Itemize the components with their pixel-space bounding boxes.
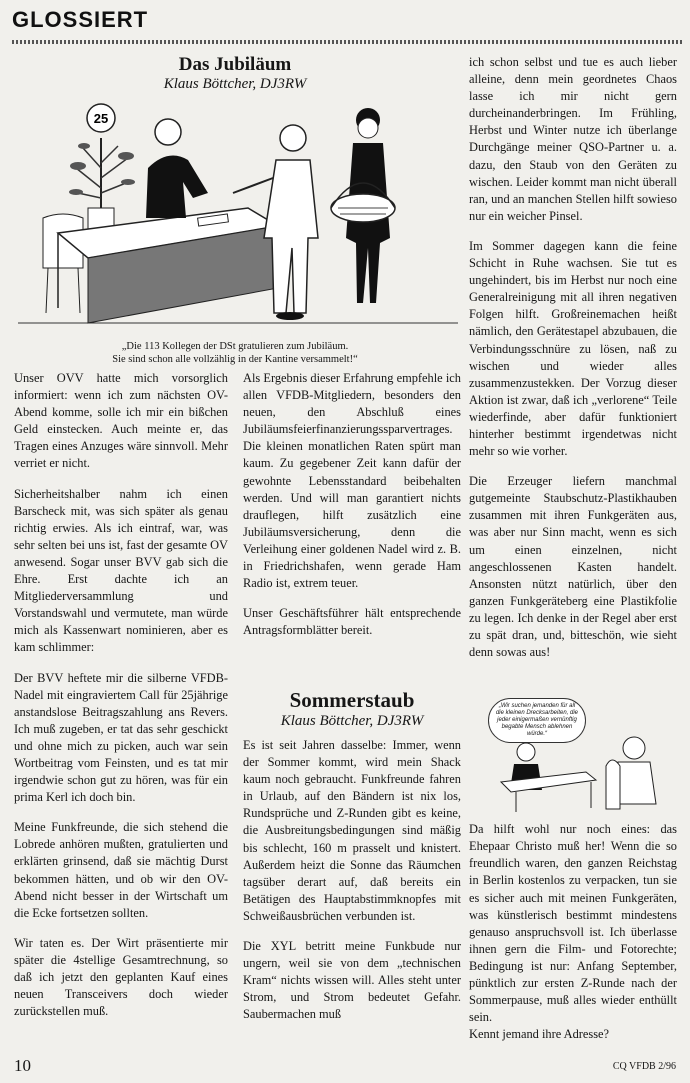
article2-paragraph: Es ist seit Jahren dasselbe: Immer, wenn der Sommer kommt, wird mein Shack kaum noch gebraucht. Funkfreunde fahren in Urlaub, auf den Bändern ist nix los, Rundsprüche und Z-Runden gibt es keine, die Ausbreitungsbedingungen sind mäßig bis schlecht, 160 m prasselt und knistert. Außerdem heizt die Sonne das Räumchen tagsüber derart auf, daß bereits ein Betätigen des Hauptabstimmknopfes mit Schweißausbrüchen verbunden ist. (243, 738, 461, 923)
article2-paragraph: Die XYL betritt meine Funkbude nur ungern, weil sie von dem „technischen Kram“ nichts wissen will. Alles steht unter Strom, und Strom bedeutet Gefahr. Saubermachen muß (243, 939, 461, 1022)
article1-column2 (243, 370, 461, 652)
article1-paragraph: Als Ergebnis dieser Erfahrung empfehle ich allen VFDB-Mitgliedern, besonders den neuen, den Abschluß eines Jubiläumsfeierfinanzierungssparvertrages. Die kleinen monatlichen Raten spürt man kaum. Zu gegebener Zeit kann dafür der gewohnte Lebensstandard beibehalten werden. Und will man garantiert nichts drauflegen, hilft zusätzlich eine Jubiläumsversicherung, denn die Verleihung einer goldenen Nadel wird z. B. in Friedrichshafen, wenn gerade Ham Radio ist, extrem teuer. (243, 371, 461, 591)
section-title: GLOSSIERT (12, 7, 149, 32)
page-number: 10 (14, 1056, 31, 1075)
cartoon-caption (20, 340, 450, 366)
article2-paragraph: Die Erzeuger liefern manchmal gutgemeinte Staubschutz-Plastikhauben zusammen mit ihren Funkgeräten aus, was aber nur Sinn macht, wenn es sich um einen einzelnen, nicht angeschlossenen Kasten handelt. Ansonsten nützt natürlich, über den ganzen Funkgeräteberg eine Plastikfolie zu legen. Ich denke in der Regel aber erst zu spät dran, und, bitteschön, wie sieht denn sowas aus! (469, 474, 677, 660)
article1-column1 (14, 370, 228, 1033)
seated-man (146, 119, 208, 218)
cartoon-speech-bubble: „Wir suchen jemanden für all die kleinen Drecksarbeiten, die jeder einigermaßen vernünftig begabte Mensch ablehnen würde.“ (488, 698, 586, 743)
article2-paragraph: Kennt jemand ihre Adresse? (469, 1027, 610, 1042)
jubilee-cartoon (18, 98, 458, 336)
article2-title: Sommerstaub (289, 688, 415, 712)
plant-with-sign (69, 104, 135, 232)
article2-author: Klaus Böttcher, DJ3RW (280, 713, 424, 729)
article2-column3 (469, 54, 677, 1056)
article2-paragraph: Im Sommer dagegen kann die feine Schicht in Ruhe wachsen. Sie tut es ungehindert, bis im Herbst nur noch eine Generalreinigung mit all ihren negativen Folgen hilft. Großreinemachen heißt nämlich, den Gerätestapel abzubauen, die Verbindungsschnüre zu lösen, naß zu wischen und wieder alles zusammenzustekken. Der Vorzug dieser Aktion ist zwar, daß ich „verlorene“ Teile wiederfinde, aber dafür funktioniert hinterher bestimmt irgendetwas nicht mehr so wie vorher. (469, 238, 677, 459)
article1-paragraph: Sicherheitshalber nahm ich einen Barscheck mit, was sich später als genau richtig erwies. Als ich eintraf, war, was sehr selten bei uns ist, fast der gesamte OV anwesend. Sogar unser BVV gab sich die Ehre. Erst dachte ich an Mitgliederversammlung und Vorstandswahl und vermutete, man würde mich als Kassenwart nominieren, aber es kam schlimmer: (14, 486, 228, 655)
office-scene (486, 694, 674, 814)
article1-title: Das Jubiläum (178, 54, 292, 75)
article1-paragraph: Unser Geschäftsführer hält entsprechende Antragsformblätter bereit. (243, 606, 461, 638)
article1-paragraph: Unser OVV hatte mich vorsorglich informiert: wenn ich zum nächsten OV-Abend komme, solle ich mir ein bißchen Geld einstecken. Auch meinte er, das Tragen eines Anzuges wäre sinnvoll. Mehr verriet er nicht. (14, 371, 228, 471)
article2-paragraph: Da hilft wohl nur noch eines: das Ehepaar Christo muß her! Wenn die so freundlich waren, den ganzen Reichstag in Berlin kostenlos zu verpacken, tun sie es sicher auch mit meinen Funkgeräten, was künstlerisch bestimmt mindestens genauso anspruchsvoll ist. Ich überlasse ihnen gern die Film- und Fotorechte; Bedingung ist nur: Anfang September, pünktlich zur ersten Z-Runde nach der Sommerpause, muß alles wieder enthüllt sein. (469, 822, 677, 1025)
article1-paragraph: Wir taten es. Der Wirt präsentierte mir später die 4stellige Gesamtrechnung, so daß ich jetzt den geplanten Kauf eines neuen Transceivers doch wieder zurückstellen muß. (14, 935, 228, 1019)
section-header (12, 4, 682, 44)
article2-column2 (243, 737, 461, 1037)
article2-paragraph: ich schon selbst und tue es auch lieber alleine, denn mein geordnetes Chaos lasse ich mir nicht gern durcheinanderbringen. Im Frühling, Herbst und Winter nutze ich überlange Durchgänge meiner QSO-Partner u. a. dazu, den Staub von den Geräten zu wischen. Leider kommt man nicht überall ran, und an manchen Stellen hilft sowieso nur ein weicher Pinsel. (469, 55, 677, 223)
article1-author: Klaus Böttcher, DJ3RW (163, 76, 307, 92)
woman-with-basket (331, 108, 395, 303)
article1-paragraph: Meine Funkfreunde, die sich stehend die Lobrede anhören mußten, gratulierten und erklärten grinsend, daß sie mächtig Durst bekommen hätten, und ob wir den OV-Abend nicht besser in der Wirtschaft um die Ecke fortsetzen sollten. (14, 820, 228, 920)
office-cartoon (486, 694, 674, 814)
magazine-issue: CQ VFDB 2/96 (612, 1061, 676, 1072)
header-rule (12, 40, 682, 44)
jubilee-number: 25 (93, 111, 109, 126)
caption-line-2: Sie sind schon alle vollzählig in der Kantine versammelt!“ (112, 354, 358, 365)
article1-paragraph: Der BVV heftete mir die silberne VFDB-Nadel mit eingraviertem Call für 25jährige anstandslose Beitragszahlung ans Revers. Ich muß zugeben, er tat das sehr geschickt und ohne mich zu picken, auch war sein Wortbeitrag vom Feinsten, und es tat mir irgendwie schon gut zu hören, was für ein prima Kerl ich doch bin. (14, 670, 228, 805)
caption-line-1: „Die 113 Kollegen der DSt gratulieren zum Jubiläum. (121, 341, 349, 352)
